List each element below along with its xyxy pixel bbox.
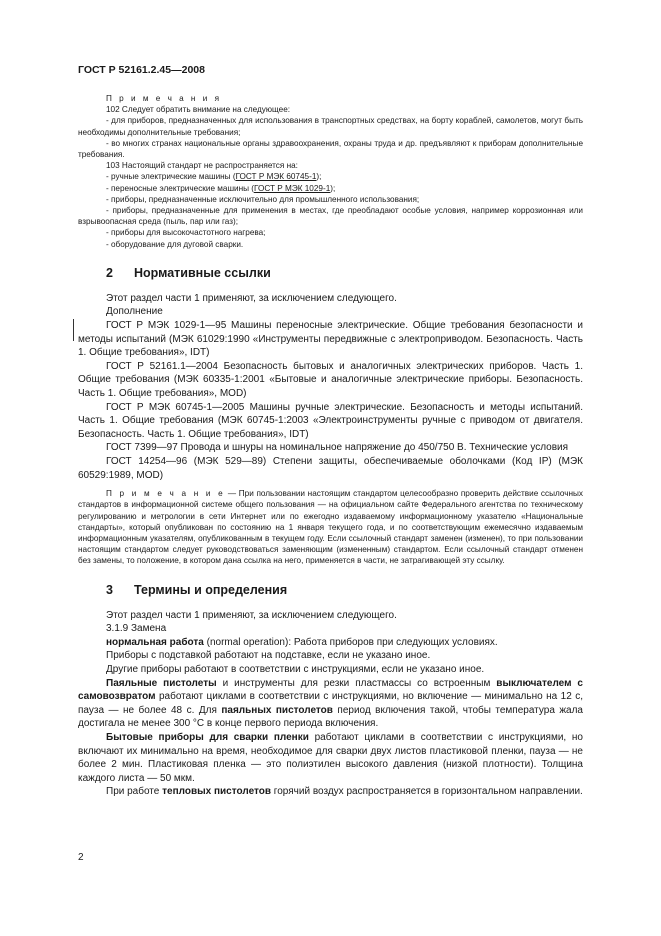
section-3-body xyxy=(78,609,583,799)
section-number: 2 xyxy=(106,265,113,280)
reference-item: ГОСТ 7399—97 Провода и шнуры на номинальное напряжение до 450/750 В. Технические условия xyxy=(106,442,569,454)
note-text: — При пользовании настоящим стандартом целесообразно проверить действие ссылочных стандартов в информационной системе общего пользования — на официальном сайте Федерального агентства по техническому регулированию и метрологии в сети Интернет или по ежегодно издаваемому информационному указателю «Национальные стандарты», который опубликован по состоянию на 1 января текущего года, и по соответствующим ежемесячно издаваемым информационным указателям, опубликованным в текущем году. Если ссылочный стандарт заменен (изменен), то при пользовании настоящим стандартом следует руководствоваться заменяющим (измененным) стандартом. Если ссылочный стандарт отменен без замены, то положение, в котором дана ссылка на него, применяется в части, не затрагивающей эту ссылку. xyxy=(78,489,583,566)
paragraph-text: и инструменты для резки пластмассы со встроенным xyxy=(216,677,497,689)
note-text: ); xyxy=(330,183,336,193)
section-2-heading xyxy=(78,266,583,280)
section-intro: Этот раздел части 1 применяют, за исключением следующего. xyxy=(106,609,397,621)
note-label: П р и м е ч а н и е xyxy=(106,489,226,499)
change-bar xyxy=(73,319,74,341)
addition-label: Дополнение xyxy=(106,306,163,318)
reference-item: ГОСТ Р МЭК 60745-1—2005 Машины ручные электрические. Безопасность и методы испытаний. Часть 1. Общие требования (МЭК 60745-1:2003 «Электроинструменты ручные с приводом от двигателя. Безопасность. Часть 1. Общие требования», IDT) xyxy=(78,401,583,440)
paragraph-text: работают циклами в соответствии с инструкциями, но включают их минимально на время, необходимое для сварки двух листов пластиковой пленки, пауза — не более 2 мин. Пластиковая пленка — это полиэтилен высокого давления (низкой плотности). Толщина каждого листа — 50 мкм. xyxy=(78,731,583,784)
note-102-item: - во многих странах национальные органы здравоохранения, охраны труда и др. предъявляют к приборам дополнительные требования. xyxy=(78,138,583,160)
reference-item: ГОСТ Р 52161.1—2004 Безопасность бытовых и аналогичных электрических приборов. Часть 1. Общие требования (МЭК 60335-1:2001 «Бытовые и аналогичные электрические приборы. Безопасность. Часть 1. Общие требования», MOD) xyxy=(78,360,583,399)
note-103-item: - приборы для высокочастотного нагрева; xyxy=(106,228,266,238)
note-103-item: - приборы, предназначенные исключительно для промышленного использования; xyxy=(106,194,420,204)
ref-link-gost-1029[interactable]: ГОСТ Р МЭК 1029-1 xyxy=(254,183,331,193)
note-103-item xyxy=(78,171,583,182)
clause-heading: 3.1.9 Замена xyxy=(106,623,167,635)
note-103-item xyxy=(78,183,583,194)
paragraph: Другие приборы работают в соответствии с инструкциями, если не указано иное. xyxy=(106,663,485,675)
term: Бытовые приборы для сварки пленки xyxy=(106,731,309,743)
note-text: - ручные электрические машины ( xyxy=(106,172,236,182)
reference-item: ГОСТ Р МЭК 1029-1—95 Машины переносные электрические. Общие требования безопасности и методы испытаний (МЭК 61029:1990 «Инструменты передвижные с электроприводом. Безопасность. Часть 1. Общие требования», IDT) xyxy=(78,320,583,359)
note-103-item: - приборы, предназначенные для применения в местах, где преобладают особые условия, например коррозионная или взрывоопасная среда (пыль, пар или газ); xyxy=(78,206,583,227)
page-number: 2 xyxy=(78,852,84,863)
document-body xyxy=(78,93,583,799)
section-2-body xyxy=(78,292,583,482)
ref-link-gost-60745[interactable]: ГОСТ Р МЭК 60745-1 xyxy=(235,172,317,182)
notes-block xyxy=(78,93,583,250)
section-title: Нормативные ссылки xyxy=(134,265,271,280)
paragraph xyxy=(78,785,583,799)
note-102-item: - для приборов, предназначенных для использования в транспортных средствах, на борту кораблей, самолетов, могут быть необходимы дополнительные требования; xyxy=(78,116,583,137)
note-103-item: - оборудование для дуговой сварки. xyxy=(106,239,244,249)
reference-list xyxy=(78,319,583,482)
note-103: 103 Настоящий стандарт не распространяется на: xyxy=(106,161,298,171)
paragraph-text: период включения такой, чтобы температура жала достигала не менее 300 °С в конце первого периода включения. xyxy=(78,704,583,730)
section-number: 3 xyxy=(106,582,113,597)
reference-item: ГОСТ 14254—96 (МЭК 529—89) Степени защиты, обеспечиваемые оболочками (Код IP) (МЭК 60529:1989, MOD) xyxy=(78,455,583,481)
page-header: ГОСТ Р 52161.2.45—2008 xyxy=(78,64,205,76)
section-title: Термины и определения xyxy=(134,582,288,597)
note-102: 102 Следует обратить внимание на следующее: xyxy=(106,105,291,115)
definition xyxy=(78,636,583,650)
paragraph xyxy=(78,677,583,731)
definition-text: (normal operation): Работа приборов при следующих условиях. xyxy=(203,636,498,648)
section-2-note xyxy=(78,488,583,566)
paragraph-text: работают циклами в соответствии с инструкциями, но включение — минимально на 12 с, пауза — не более 48 с. Для xyxy=(78,691,583,716)
section-intro: Этот раздел части 1 применяют, за исключением следующего. xyxy=(106,292,397,304)
term: паяльных пистолетов xyxy=(221,704,333,716)
term: тепловых пистолетов xyxy=(162,786,272,798)
term: Паяльные пистолеты xyxy=(106,677,217,689)
paragraph: Приборы с подставкой работают на подставке, если не указано иное. xyxy=(106,650,431,662)
paragraph-text: горячий воздух распространяется в горизонтальном направлении. xyxy=(271,786,583,798)
notes-label: П р и м е ч а н и я xyxy=(106,94,222,103)
defined-term: нормальная работа xyxy=(106,636,204,648)
paragraph xyxy=(78,731,583,785)
paragraph-text: При работе xyxy=(106,786,163,798)
note-text: ); xyxy=(316,172,322,182)
note-text: - переносные электрические машины ( xyxy=(106,183,255,193)
term: выключателем с самовозвратом xyxy=(78,677,583,703)
section-3-heading xyxy=(78,583,583,597)
